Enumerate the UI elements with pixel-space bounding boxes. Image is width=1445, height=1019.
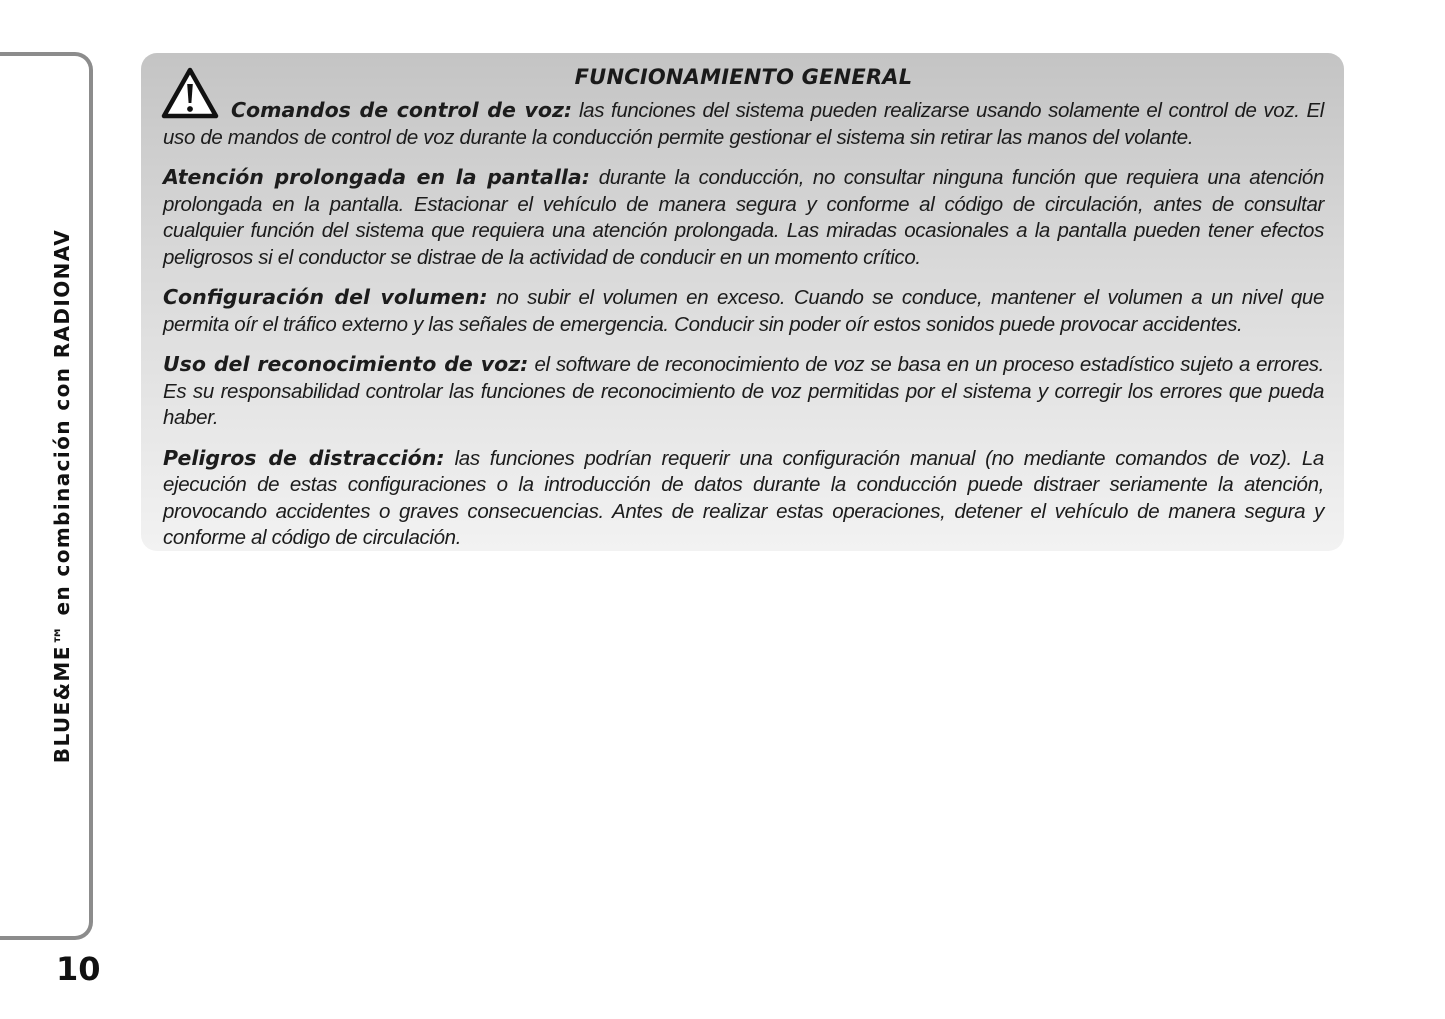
paragraph-body: no subir el volumen en exceso. Cuando se conduce, mantener el volumen a un nivel que permita oír el tráfico externo y las señales de emergencia. Conducir sin poder oír estos sonidos puede provocar accidentes.	[163, 286, 1324, 336]
paragraph-lead: Comandos de control de voz:	[231, 98, 573, 122]
warning-box	[141, 53, 1344, 551]
paragraph-lead: Peligros de distracción:	[163, 445, 445, 470]
side-section-title-text: BLUE&ME™ en combinación con RADIONAV	[50, 228, 74, 764]
paragraph-body: durante la conducción, no consultar ninguna función que requiera una atención prolongada en la pantalla. Estacionar el vehículo de manera segura y conforme al código de circulación, antes de consultar cualquier función del sistema que requiera una atención prolongada. Las miradas ocasionales a la pantalla pueden tener efectos peligrosos si el conductor se distrae de la actividad de conducir en un momento crítico.	[163, 166, 1325, 269]
warning-paragraph-voice-recognition	[163, 351, 1324, 432]
paragraph-lead: Uso del reconocimiento de voz:	[163, 352, 529, 376]
warning-paragraph-voice-commands	[163, 97, 1324, 151]
warning-paragraph-distraction	[163, 445, 1324, 552]
warning-title: FUNCIONAMIENTO GENERAL	[574, 65, 913, 89]
warning-paragraph-volume	[163, 284, 1324, 338]
paragraph-body: el software de reconocimiento de voz se basa en un proceso estadístico sujeto a errores. Es su responsabilidad controlar las funciones de reconocimiento de voz permitidas por el sistema y corregir los errores que pueda haber.	[163, 353, 1324, 429]
side-tab-frame	[0, 52, 93, 940]
paragraph-body: las funciones del sistema pueden realizarse usando solamente el control de voz. El uso de mandos de control de voz durante la conducción permite gestionar el sistema sin retirar las manos del volante.	[163, 99, 1324, 149]
warning-paragraph-screen-attention	[163, 164, 1324, 271]
paragraph-lead: Atención prolongada en la pantalla:	[163, 165, 590, 189]
page-number: 10	[56, 950, 101, 988]
paragraph-body: las funciones podrían requerir una configuración manual (no mediante comandos de voz). La ejecución de estas configuraciones o la introducción de datos durante la conducción puede distraer seriamente la atención, provocando accidentes o graves consecuencias. Antes de realizar estas operaciones, detener el vehículo de manera segura y conforme al código de circulación.	[163, 446, 1324, 549]
warning-triangle-icon	[161, 67, 219, 119]
paragraph-lead: Configuración del volumen:	[163, 285, 488, 309]
